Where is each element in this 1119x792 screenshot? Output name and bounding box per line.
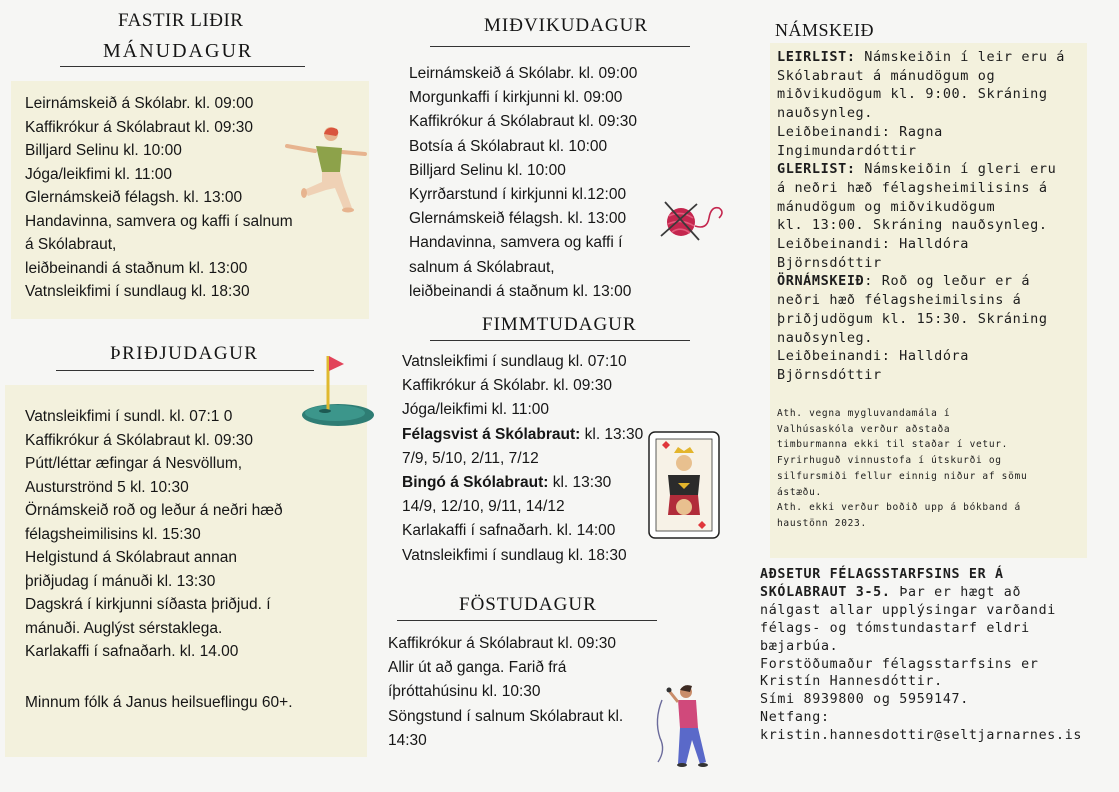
contact-line: bæjarbúa. [760, 638, 839, 654]
contact-info [760, 566, 1082, 745]
course-line: kl. 13:00. Skráning nauðsynleg. [777, 217, 1048, 234]
list-item: þriðjudag í mánuði kl. 13:30 [25, 572, 216, 590]
tuesday-heading-rule [56, 370, 314, 371]
leirlist-line: LEIRLIST: Námskeiðin í leir eru á [777, 49, 1066, 65]
courses-heading: NÁMSKEIÐ [775, 20, 875, 40]
list-item: Pútt/léttar æfingar á Nesvöllum, [25, 455, 243, 472]
list-item: Glernámskeið félagsh. kl. 13:00 [25, 189, 243, 206]
list-item: Austurströnd 5 kl. 10:30 [25, 478, 189, 496]
list-item: Glernámskeið félagsh. kl. 13:00 [409, 210, 627, 228]
note-line: Valhúsaskóla verður aðstaða [777, 423, 951, 435]
note-line: ástæðu. [777, 486, 822, 498]
list-item: leiðbeinandi á staðnum kl. 13:00 [409, 282, 632, 300]
list-item: Botsía á Skólabraut kl. 10:00 [409, 137, 608, 155]
list-item: Kaffikrókur á Skólabr. kl. 09:30 [402, 377, 612, 395]
course-line: Leiðbeinandi: Ragna [777, 123, 943, 140]
felagsvist-label: Félagsvist á Skólabraut: [402, 425, 581, 443]
course-line: miðvikudögum kl. 9:00. Skráning [777, 86, 1048, 103]
glerlist-line: GLERLIST: Námskeiðin í gleri eru [777, 161, 1057, 178]
list-item: Leirnámskeið á Skólabr. kl. 09:00 [409, 65, 638, 82]
list-item: Morgunkaffi í kirkjunni kl. 09:00 [409, 89, 623, 107]
wednesday-list [409, 62, 637, 304]
ornamskeid-line: ÖRNÁMSKEIÐ: Roð og leður er á [777, 273, 1031, 290]
list-item: mánuði. Auglýst sérstaklega. [25, 619, 223, 637]
list-item: Billjard Selinu kl. 10:00 [25, 142, 182, 159]
contact-line: nálgast allar upplýsingar varðandi [760, 602, 1056, 618]
note-line: silfursmiði fellur einnig niður af sömu [777, 470, 1028, 482]
list-item: Kaffikrókur á Skólabraut kl. 09:30 [25, 431, 254, 449]
contact-line: félags- og tómstundastarf eldri [760, 620, 1030, 636]
course-line: nauðsynleg. [777, 329, 874, 346]
bingo-label: Bingó á Skólabraut: [402, 474, 549, 492]
tuesday-list [25, 405, 283, 664]
list-item: Handavinna, samvera og kaffi í salnum [25, 212, 293, 230]
contact-line: Sími 8939800 og 5959147. [760, 692, 969, 708]
course-line: nauðsynleg. [777, 105, 874, 122]
list-item [402, 423, 643, 447]
yoga-woman-icon [282, 124, 368, 214]
tuesday-footer: Minnum fólk á Janus heilsueflingu 60+. [25, 694, 293, 711]
monday-heading: MÁNUDAGUR [103, 40, 254, 62]
friday-heading-rule [397, 620, 657, 621]
list-item: Söngstund í salnum Skólabraut kl. [388, 707, 624, 725]
course-line: á neðri hæð félagsheimilisins á [777, 179, 1048, 196]
course-line: Leiðbeinandi: Halldóra [777, 348, 970, 365]
list-item: Karlakaffi í safnaðarh. kl. 14.00 [25, 643, 239, 660]
course-line: Leiðbeinandi: Halldóra [777, 236, 970, 253]
course-line: neðri hæð félagsheimilsins á [777, 292, 1022, 309]
list-item: Handavinna, samvera og kaffi í [409, 234, 623, 252]
top-label: FASTIR LIÐIR [118, 10, 244, 31]
list-item: Vatnsleikfimi í sundl. kl. 07:1 0 [25, 408, 233, 425]
list-item: salnum á Skólabraut, [409, 258, 555, 276]
monday-heading-rule [60, 66, 305, 67]
tuesday-heading: ÞRIÐJUDAGUR [110, 343, 259, 364]
leirlist-label: LEIRLIST: [777, 49, 856, 65]
list-item: 14:30 [388, 731, 427, 749]
list-item: Vatnsleikfimi í sundlaug kl. 18:30 [402, 546, 627, 564]
list-item: Helgistund á Skólabraut annan [25, 549, 237, 566]
list-item: Örnámskeið roð og leður á neðri hæð [25, 502, 283, 519]
thursday-heading-rule [430, 340, 690, 341]
singer-icon [652, 680, 718, 768]
list-item: íþróttahúsinu kl. 10:30 [388, 683, 541, 701]
course-line: Björnsdóttir [777, 254, 882, 271]
note-line: Ath. ekki verður boðið upp á bókband á [777, 502, 1021, 514]
contact-line: SKÓLABRAUT 3-5. Þar er hægt að [760, 584, 1022, 600]
wednesday-heading-rule [430, 46, 690, 47]
list-item: Vatnsleikfimi í sundlaug kl. 07:10 [402, 353, 627, 370]
contact-line: Forstöðumaður félagsstarfsins er [760, 656, 1039, 672]
friday-list [388, 632, 623, 753]
note-line: Ath. vegna mygluvandamála í [777, 408, 951, 419]
note-line: timburmanna ekki til staðar í vetur. [777, 439, 1009, 451]
thursday-list [402, 350, 643, 568]
course-line: Ingimundardóttir [777, 142, 917, 159]
list-item: Dagskrá í kirkjunni síðasta þriðjud. í [25, 596, 271, 613]
contact-line: Kristín Hannesdóttir. [760, 674, 943, 690]
courses-note [777, 406, 1027, 532]
ornamskeid-label: ÖRNÁMSKEIÐ [777, 273, 865, 290]
golf-flag-icon [298, 352, 376, 430]
list-item: Allir út að ganga. Farið frá [388, 659, 567, 677]
contact-line: Netfang: [760, 710, 830, 726]
list-item: Billjard Selinu kl. 10:00 [409, 161, 566, 179]
monday-list [25, 92, 293, 304]
note-line: haustönn 2023. [777, 517, 867, 529]
wednesday-heading: MIÐVIKUDAGUR [484, 15, 648, 36]
list-item: Jóga/leikfimi kl. 11:00 [402, 401, 550, 419]
list-item: 14/9, 12/10, 9/11, 14/12 [402, 498, 565, 516]
list-item [402, 471, 643, 495]
list-item: Karlakaffi í safnaðarh. kl. 14:00 [402, 522, 616, 540]
course-line: þriðjudögum kl. 15:30. Skráning [777, 310, 1048, 327]
thursday-heading: FIMMTUDAGUR [482, 314, 637, 335]
felagsvist-time: kl. 13:30 [580, 425, 644, 443]
course-line: Björnsdóttir [777, 366, 882, 383]
queen-card-icon [648, 431, 720, 539]
list-item: Kaffikrókur á Skólabraut kl. 09:30 [409, 113, 638, 131]
contact-email: kristin.hannesdottir@seltjarnarnes.is [760, 728, 1083, 744]
list-item: Vatnsleikfimi í sundlaug kl. 18:30 [25, 283, 250, 300]
course-line: mánudögum og miðvikudögum [777, 198, 996, 215]
course-line: Skólabraut á mánudögum og [777, 67, 996, 84]
list-item: Leirnámskeið á Skólabr. kl. 09:00 [25, 95, 254, 112]
note-line: Fyrirhuguð vinnustofa í útskurði og [777, 455, 1002, 467]
list-item: Kaffikrókur á Skólabraut kl. 09:30 [25, 118, 254, 136]
list-item: Kyrrðarstund í kirkjunni kl.12:00 [409, 186, 627, 204]
list-item: Kaffikrókur á Skólabraut kl. 09:30 [388, 635, 617, 652]
bingo-time: kl. 13:30 [548, 474, 612, 492]
friday-heading: FÖSTUDAGUR [459, 594, 597, 615]
courses-text [777, 48, 1065, 385]
list-item: félagsheimilisins kl. 15:30 [25, 525, 201, 543]
list-item: á Skólabraut, [25, 236, 117, 253]
yarn-ball-icon [659, 196, 727, 246]
list-item: 7/9, 5/10, 2/11, 7/12 [402, 449, 539, 467]
contact-heading: AÐSETUR FÉLAGSSTARFSINS ER Á [760, 567, 1004, 582]
list-item: leiðbeinandi á staðnum kl. 13:00 [25, 259, 248, 277]
glerlist-label: GLERLIST: [777, 161, 856, 178]
list-item: Jóga/leikfimi kl. 11:00 [25, 165, 173, 183]
